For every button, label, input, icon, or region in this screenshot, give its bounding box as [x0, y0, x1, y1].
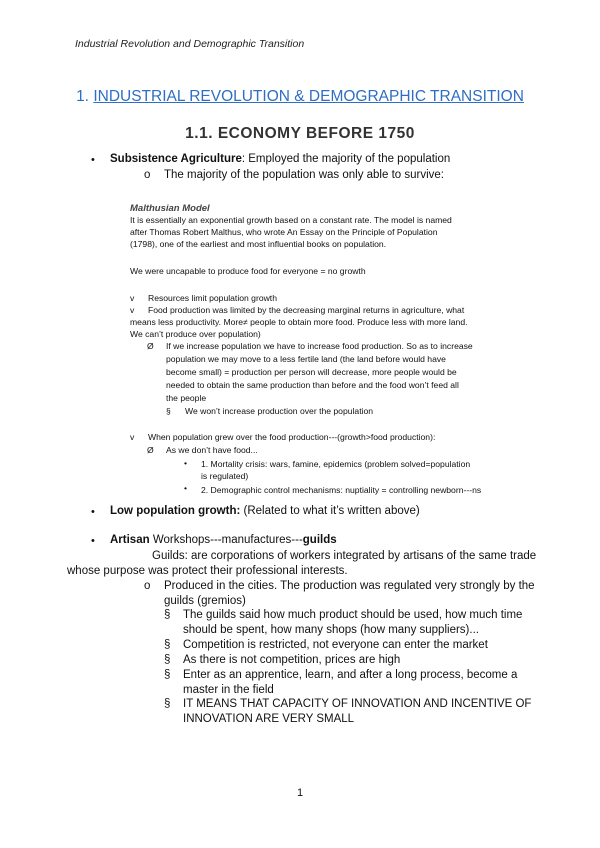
produced-in-cities-line: Produced in the cities. The production was regulated very strongly by the — [164, 580, 535, 592]
workshops-label: Workshops---manufactures--- — [149, 534, 303, 546]
increase-population-line: the people — [166, 393, 207, 403]
dot-marker: • — [184, 458, 188, 468]
guilds-said-line: should be spent, how many shops (how many suppliers)... — [183, 624, 479, 636]
prices-high-item: As there is not competition, prices are high — [183, 654, 401, 666]
running-header: Industrial Revolution and Demographic Transition — [75, 38, 305, 50]
guilds-said-line: The guilds said how much product should be used, how much time — [183, 609, 523, 621]
section-marker: § — [164, 639, 171, 651]
food-production-line: means less productivity. More≠ people to obtain more food. Produce less with more land. — [130, 317, 468, 327]
section-marker: § — [164, 609, 171, 621]
innovation-capacity-line: IT MEANS THAT CAPACITY OF INNOVATION AND INCENTIVE OF — [183, 698, 532, 710]
guilds-definition-line: Guilds: are corporations of workers integrated by artisans of the same trade — [152, 550, 537, 562]
apprentice-line: master in the field — [183, 684, 274, 696]
artisan-workshops-item — [110, 534, 337, 546]
increase-population-line: If we increase population we have to increase food production. So as to increase — [166, 341, 473, 351]
mortality-crisis-line: 1. Mortality crisis: wars, famine, epidemics (problem solved=population — [201, 459, 471, 469]
malthus-text-line: It is essentially an exponential growth based on a constant rate. The model is named — [130, 215, 452, 225]
subsistence-agriculture-item — [110, 153, 450, 165]
malthus-text-line: (1798), one of the earliest and most influential books on population. — [130, 239, 387, 249]
increase-population-line: needed to obtain the same production than before and the food won’t feed all — [166, 380, 459, 390]
section-marker: § — [164, 698, 171, 710]
increase-population-line: become small) = production per person will decrease, more people would be — [166, 367, 457, 377]
bullet-marker: • — [91, 535, 95, 547]
subsistence-agriculture-text: : Employed the majority of the population — [241, 153, 451, 165]
section-marker: § — [166, 406, 171, 416]
page-number: 1 — [296, 787, 304, 799]
guilds-definition-line: whose purpose was protect their professional interests. — [67, 565, 348, 577]
low-population-growth-title: Low population growth: — [110, 505, 241, 517]
produced-in-cities-line: guilds (gremios) — [164, 595, 246, 607]
arrow-marker: Ø — [147, 341, 154, 351]
subsistence-sub-item: The majority of the population was only able to survive: — [164, 169, 444, 181]
bullet-marker: • — [91, 154, 95, 166]
heading-1 — [0, 88, 600, 106]
section-marker: § — [164, 654, 171, 666]
artisan-label: Artisan — [110, 534, 150, 546]
increase-population-line: population we may move to a less fertile land (the land before would have — [166, 354, 446, 364]
apprentice-line: Enter as an apprentice, learn, and after a long process, become a — [183, 669, 518, 681]
arrow-marker: Ø — [147, 445, 154, 455]
low-population-growth-text: (Related to what it’s written above) — [240, 505, 420, 517]
mortality-crisis-line: is regulated) — [201, 471, 249, 481]
low-population-growth-item — [110, 505, 420, 517]
sub-bullet-marker: o — [144, 169, 151, 181]
heading-1-number: 1. — [76, 88, 89, 105]
resources-limit-item: Resources limit population growth — [148, 293, 277, 303]
malthusian-model-heading: Malthusian Model — [130, 203, 210, 214]
bullet-marker: • — [91, 506, 95, 518]
heading-2: 1.1. ECONOMY BEFORE 1750 — [185, 125, 415, 142]
no-food-item: As we don’t have food... — [166, 445, 258, 455]
check-marker: v — [130, 293, 135, 303]
wont-increase-item: We won’t increase production over the population — [185, 406, 374, 416]
innovation-capacity-line: INNOVATION ARE VERY SMALL — [183, 713, 355, 725]
dot-marker: • — [184, 483, 188, 493]
malthus-text-line: after Thomas Robert Malthus, who wrote An Essay on the Principle of Population — [130, 227, 438, 237]
check-marker: v — [130, 432, 135, 442]
food-production-line: Food production was limited by the decreasing marginal returns in agriculture, what — [148, 305, 465, 315]
population-grew-item: When population grew over the food production---(growth>food production): — [148, 432, 436, 442]
food-production-line: We can’t produce over population) — [130, 329, 261, 339]
sub-bullet-marker: o — [144, 580, 151, 592]
subsistence-agriculture-title: Subsistence Agriculture — [110, 153, 242, 165]
demographic-control-item: 2. Demographic control mechanisms: nuptiality = controlling newborn---ns — [201, 485, 482, 495]
heading-1-text: INDUSTRIAL REVOLUTION & DEMOGRAPHIC TRANSITION — [93, 88, 524, 105]
competition-restricted-item: Competition is restricted, not everyone can enter the market — [183, 639, 488, 651]
guilds-label: guilds — [302, 534, 337, 546]
no-growth-line: We were uncapable to produce food for everyone = no growth — [130, 266, 366, 276]
section-marker: § — [164, 669, 171, 681]
check-marker: v — [130, 305, 135, 315]
